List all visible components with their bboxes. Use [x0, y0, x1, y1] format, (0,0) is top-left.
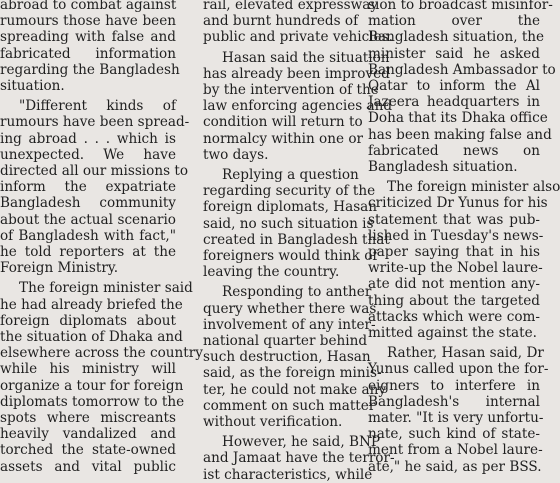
text-line: national quarter behind	[203, 333, 368, 350]
text-line: created in Bangladesh that	[203, 231, 390, 248]
text-line: Bangladesh's internal	[368, 393, 540, 410]
text-line: foreign diplomats about	[0, 312, 176, 329]
text-line: However, he said, BNP	[222, 434, 381, 451]
text-line: he told reporters at the	[0, 244, 176, 261]
text-line: criticized Dr Yunus for his	[368, 195, 548, 212]
text-line: Hasan said the situation	[222, 49, 390, 66]
text-line: leaving the country.	[203, 264, 340, 281]
text-line: rail, elevated expressway	[203, 0, 379, 13]
text-line: he had already briefed the	[0, 296, 183, 313]
text-line: write-up the Nobel laure-	[368, 260, 543, 277]
article-column-3	[368, 0, 560, 475]
text-line: sion to broadcast misinfor-	[368, 0, 553, 13]
text-line: ist characteristics, while	[203, 466, 373, 483]
text-line: foreigners would think of	[203, 248, 378, 265]
text-line: Replying a question	[222, 167, 359, 184]
text-line: rumours have been spread-	[0, 114, 190, 131]
text-line: elsewhere across the country	[0, 345, 203, 362]
text-line: abroad to combat against	[0, 0, 177, 13]
text-line: assets and vital public	[0, 458, 176, 475]
text-line: foreign diplomats, Hasan	[203, 199, 378, 216]
text-line: about the actual scenario	[0, 211, 176, 228]
text-line: regarding security of the	[203, 183, 376, 200]
text-line: Bangladesh situation.	[368, 159, 518, 176]
text-line: and burnt hundreds of	[203, 13, 359, 30]
article-column-2	[203, 0, 395, 483]
text-line: fabricated news on	[368, 142, 540, 159]
text-line: has been making false and	[368, 126, 552, 143]
text-line: condition will return to	[203, 114, 363, 131]
text-line: eigners to interfere in	[368, 377, 540, 394]
text-line: Bangladesh Ambassador to	[368, 61, 556, 78]
text-line: ate," he said, as per BSS.	[368, 458, 542, 475]
text-line: Yunus called upon the for-	[368, 361, 549, 378]
text-line: ter, he could not make any	[203, 381, 387, 398]
text-line: directed all our missions to	[0, 163, 189, 180]
text-line: said, as the foreign minis-	[203, 365, 382, 382]
text-line: of Bangladesh with fact,"	[0, 227, 176, 244]
text-line: Jazeera headquarters in	[368, 94, 540, 111]
text-line: minister said he asked	[368, 45, 540, 62]
text-line: said, no such situation is	[203, 215, 374, 232]
text-line: spreading with false and	[0, 29, 176, 46]
text-line: thing about the targeted	[368, 292, 540, 309]
text-line: without verification.	[203, 414, 343, 431]
text-line: mitted against the state.	[368, 325, 537, 342]
text-line: regarding the Bangladesh	[0, 61, 180, 78]
text-line: Responding to anther	[222, 284, 372, 301]
text-line: The foreign minister said	[19, 280, 193, 297]
text-line: inform the expatriate	[0, 179, 176, 196]
text-line: comment on such matter	[203, 397, 376, 414]
text-line: such destruction, Hasan	[203, 349, 371, 366]
article-column-1	[0, 0, 203, 475]
text-line: heavily vandalized and	[0, 426, 176, 443]
text-line: rumours those have been	[0, 13, 176, 30]
text-line: Qatar to inform the Al	[368, 78, 540, 95]
text-line: lished in Tuesday's news-	[368, 227, 544, 244]
text-line: mater. "It is very unfortu-	[368, 410, 544, 427]
text-line: Bangladesh community	[0, 195, 176, 212]
text-line: law enforcing agencies and	[203, 98, 393, 115]
text-line: torched the state-owned	[0, 442, 176, 459]
text-line: fabricated information	[0, 45, 176, 62]
text-line: has already been improved	[203, 65, 390, 82]
text-line: mation over the	[368, 13, 540, 30]
text-line: Doha that its Dhaka office	[368, 110, 548, 127]
text-line: public and private vehicles.	[203, 29, 393, 46]
text-line: while his ministry will	[0, 361, 176, 378]
text-line: and Jamaat have the terror-	[203, 450, 395, 467]
text-line: "Different kinds of	[19, 98, 176, 115]
text-line: spots where miscreants	[0, 410, 176, 427]
text-line: ate did not mention any-	[368, 276, 540, 293]
text-line: involvement of any inter-	[203, 316, 376, 333]
text-line: the situation of Dhaka and	[0, 329, 183, 346]
text-line: two days.	[203, 146, 269, 163]
text-line: statement that was pub-	[368, 211, 540, 228]
text-line: ment from a Nobel laure-	[368, 442, 543, 459]
text-line: attacks which were com-	[368, 308, 540, 325]
text-line: Rather, Hasan said, Dr	[387, 345, 544, 362]
text-line: query whether there was	[203, 300, 377, 317]
text-line: by the intervention of the	[203, 82, 379, 99]
text-line: nate, such kind of state-	[368, 426, 540, 443]
text-line: diplomats tomorrow to the	[0, 393, 185, 410]
text-line: Bangladesh situation, the	[368, 29, 545, 46]
text-line: organize a tour for foreign	[0, 377, 184, 394]
text-line: The foreign minister also	[387, 179, 560, 196]
text-line: Foreign Ministry.	[0, 260, 119, 277]
text-line: normalcy within one or	[203, 130, 364, 147]
text-line: unexpected. We have	[0, 146, 176, 163]
text-line: situation.	[0, 78, 65, 95]
text-line: ing abroad . . . which is	[0, 130, 176, 147]
text-line: paper saying that in his	[368, 244, 540, 261]
